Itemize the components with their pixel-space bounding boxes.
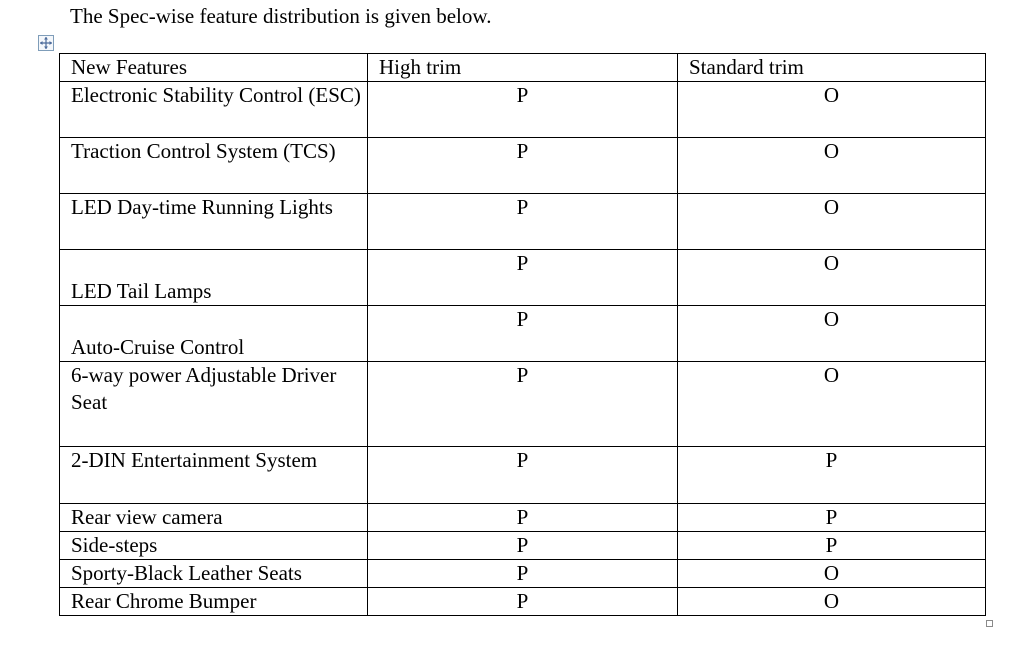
high-trim-value: P	[368, 532, 678, 560]
standard-trim-value: P	[678, 532, 986, 560]
feature-name: Electronic Stability Control (ESC)	[60, 82, 368, 138]
high-trim-value: P	[368, 504, 678, 532]
high-trim-value: P	[368, 306, 678, 362]
table-row	[60, 250, 986, 306]
high-trim-value: P	[368, 82, 678, 138]
standard-trim-value: O	[678, 362, 986, 447]
feature-name	[60, 306, 368, 362]
feature-name: LED Day-time Running Lights	[60, 194, 368, 250]
feature-name: Rear Chrome Bumper	[60, 588, 368, 616]
table-header-row	[60, 54, 986, 82]
header-standard-trim: Standard trim	[678, 54, 986, 82]
standard-trim-value: P	[678, 504, 986, 532]
table-row	[60, 560, 986, 588]
high-trim-value: P	[368, 447, 678, 504]
table-row	[60, 504, 986, 532]
table-row	[60, 306, 986, 362]
feature-name: 2-DIN Entertainment System	[60, 447, 368, 504]
high-trim-value: P	[368, 138, 678, 194]
feature-name-text: Auto-Cruise Control	[71, 335, 245, 359]
header-high-trim: High trim	[368, 54, 678, 82]
intro-paragraph: The Spec-wise feature distribution is given below.	[70, 4, 492, 28]
feature-name: Traction Control System (TCS)	[60, 138, 368, 194]
high-trim-value: P	[368, 560, 678, 588]
table-row	[60, 532, 986, 560]
feature-table	[59, 53, 986, 616]
table-move-handle-icon[interactable]	[38, 35, 54, 51]
standard-trim-value: O	[678, 588, 986, 616]
high-trim-value: P	[368, 362, 678, 447]
table-resize-handle-icon[interactable]	[986, 620, 993, 627]
table-row	[60, 362, 986, 447]
standard-trim-value: O	[678, 250, 986, 306]
standard-trim-value: P	[678, 447, 986, 504]
table-row	[60, 588, 986, 616]
standard-trim-value: O	[678, 138, 986, 194]
standard-trim-value: O	[678, 306, 986, 362]
high-trim-value: P	[368, 194, 678, 250]
table-row	[60, 138, 986, 194]
feature-name	[60, 250, 368, 306]
feature-name: Side-steps	[60, 532, 368, 560]
standard-trim-value: O	[678, 560, 986, 588]
standard-trim-value: O	[678, 82, 986, 138]
feature-name-text: LED Tail Lamps	[71, 279, 212, 303]
feature-name: 6-way power Adjustable Driver Seat	[60, 362, 368, 447]
table-row	[60, 447, 986, 504]
standard-trim-value: O	[678, 194, 986, 250]
table-row	[60, 194, 986, 250]
high-trim-value: P	[368, 250, 678, 306]
table-row	[60, 82, 986, 138]
high-trim-value: P	[368, 588, 678, 616]
header-new-features: New Features	[60, 54, 368, 82]
feature-name: Rear view camera	[60, 504, 368, 532]
feature-name: Sporty-Black Leather Seats	[60, 560, 368, 588]
